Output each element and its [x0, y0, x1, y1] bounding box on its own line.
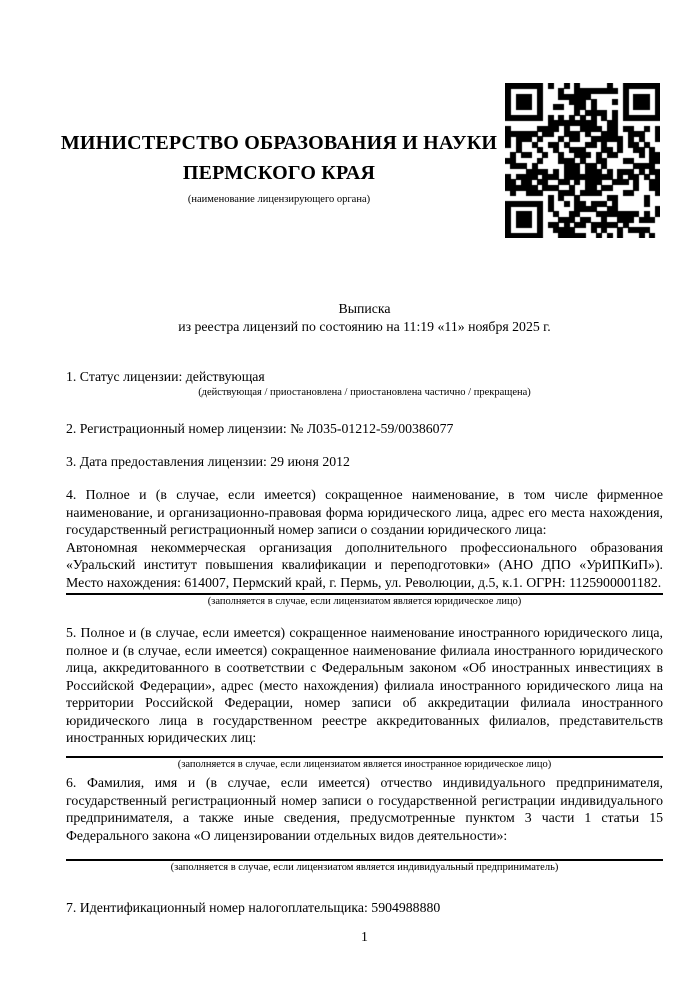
registration-number-text: 2. Регистрационный номер лицензии: № Л035-01212-59/00386077 [66, 421, 454, 436]
item-license-status [66, 368, 663, 399]
legal-entity-value: Автономная некоммерческая организация дополнительного профессионального образования «Уральский институт повышения квалификации и переподготовки» (АНО ДПО «УрИПКиП»). Место нахождения: 614007, Пермский край, г. Пермь, ул. Революции, д.5, к.1. ОГРН: 1125900001182. [66, 539, 663, 590]
taxpayer-number-text: 7. Идентификационный номер налогоплательщика: 5904988880 [66, 900, 441, 915]
ministry-name-line1: МИНИСТЕРСТВО ОБРАЗОВАНИЯ И НАУКИ [60, 132, 498, 154]
legal-entity-label: 4. Полное и (в случае, если имеется) сокращенное наименование, в том числе фирменное наименование, и организационно-правовая форма юридического лица, адрес его места нахождения, государственный регистрационный номер записи о создании юридического лица: [66, 487, 663, 537]
license-status-text: 1. Статус лицензии: действующая [66, 369, 265, 384]
item-license-date [66, 453, 663, 471]
title-line2: из реестра лицензий по состоянию на 11:19 «11» ноября 2025 г. [178, 318, 551, 334]
issuer-note: (наименование лицензирующего органа) [187, 194, 371, 205]
title-line1: Выписка [338, 301, 391, 316]
page-number: 1 [361, 929, 368, 944]
individual-entrepreneur-label: 6. Фамилия, имя и (в случае, если имеется) отчество индивидуального предпринимателя, государственный регистрационный номер записи о государственной регистрации индивидуального предпринимателя, а также иные сведения, предусмотренные пунктом 3 части 1 статьи 15 Федерального закона «О лицензировании отдельных видов деятельности»: [66, 775, 663, 843]
individual-entrepreneur-note: (заполняется в случае, если лицензиатом является индивидуальный предприниматель) [170, 862, 559, 873]
item-registration-number [66, 420, 663, 438]
item-individual-entrepreneur [66, 774, 663, 874]
item-taxpayer-number [66, 899, 663, 917]
legal-entity-note: (заполняется в случае, если лицензиатом является юридическое лицо) [207, 596, 522, 607]
qr-code-icon [505, 83, 660, 238]
license-status-options-note: (действующая / приостановлена / приостановлена частично / прекращена) [198, 386, 531, 398]
document-header [56, 128, 502, 206]
foreign-entity-note: (заполняется в случае, если лицензиатом является иностранное юридическое лицо) [177, 758, 552, 770]
ministry-name-line2: ПЕРМСКОГО КРАЯ [182, 162, 376, 184]
document-title [66, 300, 663, 335]
item-legal-entity [66, 486, 663, 608]
foreign-entity-label: 5. Полное и (в случае, если имеется) сокращенное наименование иностранного юридического лица, полное и (в случае, если имеется) сокращенное наименование филиала иностранного юридического лица, аккредитованного в соответствии с Федеральным законом «Об иностранных инвестициях в Российской Федерации», адрес (место нахождения) филиала иностранного юридического лица на территории Российской Федерации, номер записи об аккредитации филиала иностранного юридического лица в государственном реестре аккредитованных филиалов, представительств иностранных юридических лиц: [66, 625, 663, 745]
item-foreign-entity [66, 624, 663, 771]
license-date-text: 3. Дата предоставления лицензии: 29 июня 2012 [66, 454, 350, 469]
